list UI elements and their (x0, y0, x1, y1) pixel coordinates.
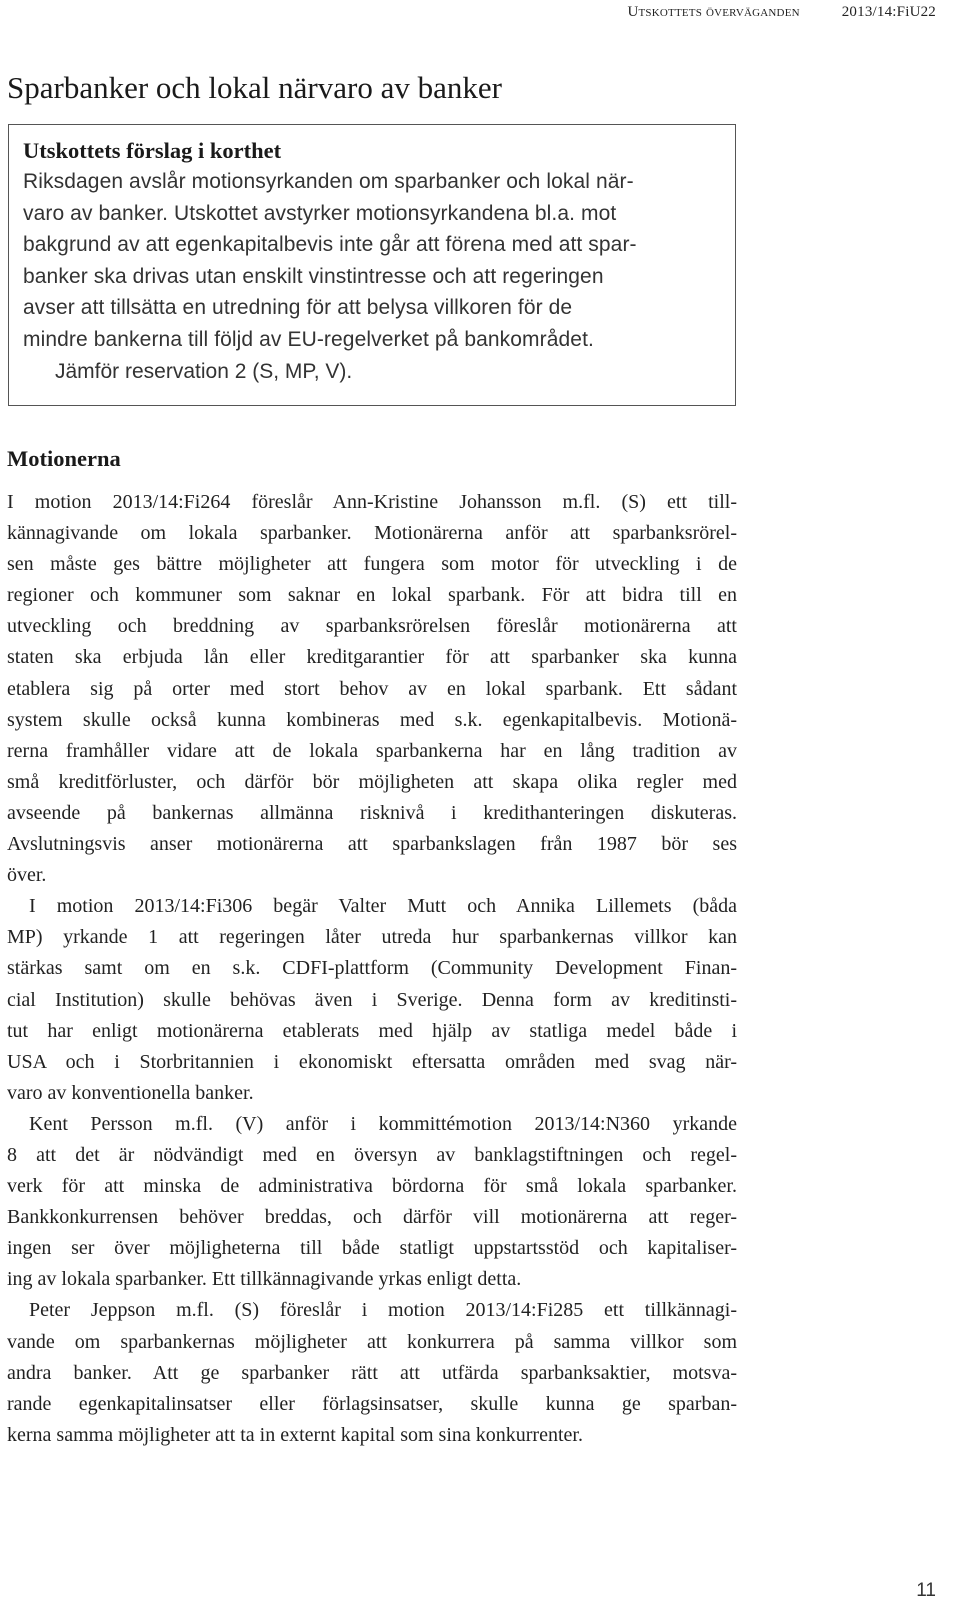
text-line: vande om sparbankernas möjligheter att konkurrera på samma villkor som (7, 1330, 737, 1353)
text-line: system skulle också kunna kombineras med s.k. egenkapitalbevis. Motionä- (7, 708, 737, 731)
text-line: cial Institution) skulle behövas även i Sverige. Denna form av kreditinsti- (7, 988, 737, 1011)
text-line: kännagivande om lokala sparbanker. Motionärerna anför att sparbanksrörel- (7, 522, 737, 545)
text-line: sen måste ges bättre möjligheter att fungera som motor för utveckling i de (7, 553, 737, 576)
running-header (627, 4, 936, 21)
summary-line: mindre bankerna till följd av EU-regelverket på bankområdet. (23, 327, 594, 351)
paragraph-n360 (7, 1109, 737, 1296)
text-line: stärkas samt om en s.k. CDFI-plattform (Community Development Finan- (7, 957, 737, 980)
text-line: MP) yrkande 1 att regeringen låter utreda hur sparbankernas villkor kan (7, 926, 737, 949)
text-line: över. (7, 864, 47, 887)
text-line: Avslutningsvis anser motionärerna att sparbankslagen från 1987 bör ses (7, 833, 737, 856)
summary-line: bakgrund av att egenkapitalbevis inte går att förena med att spar- (23, 233, 637, 257)
text-line: ingen ser över möjligheterna till både statligt uppstartsstöd och kapitaliser- (7, 1237, 737, 1260)
text-line: Kent Persson m.fl. (V) anför i kommittémotion 2013/14:N360 yrkande (29, 1112, 737, 1135)
text-line: Peter Jeppson m.fl. (S) föreslår i motion 2013/14:Fi285 ett tillkännagi- (29, 1299, 737, 1322)
paragraph-fi264 (7, 487, 737, 891)
summary-text (23, 166, 721, 356)
paragraph-fi306 (7, 891, 737, 1109)
text-line: avseende på bankernas allmänna risknivå i kredithanteringen diskuteras. (7, 801, 737, 824)
text-line: kerna samma möjligheter att ta in externt kapital som sina konkurrenter. (7, 1423, 583, 1446)
summary-line: varo av banker. Utskottet avstyrker motionsyrkandena bl.a. mot (23, 201, 617, 225)
text-line: varo av konventionella banker. (7, 1081, 254, 1104)
text-line: verk för att minska de administrativa bördorna för små lokala sparbanker. (7, 1175, 737, 1198)
summary-box (8, 124, 736, 406)
running-title: Utskottets överväganden (627, 4, 800, 20)
text-line: regioner och kommuner som saknar en lokal sparbank. För att bidra till en (7, 584, 737, 607)
paragraph-fi285 (7, 1295, 737, 1450)
page-number: 11 (916, 1580, 936, 1601)
text-line: I motion 2013/14:Fi306 begär Valter Mutt och Annika Lillemets (båda (29, 895, 737, 918)
text-line: tut har enligt motionärerna etablerats med hjälp av statliga medel både i (7, 1019, 737, 1042)
text-line: rerna framhåller vidare att de lokala sparbankerna har en lång tradition av (7, 739, 737, 762)
summary-heading: Utskottets förslag i korthet (23, 138, 282, 163)
text-line: USA och i Storbritannien i ekonomiskt eftersatta områden med svag när- (7, 1050, 737, 1073)
text-line: staten ska erbjuda lån eller kreditgarantier för att sparbanker ska kunna (7, 646, 737, 669)
text-line: andra banker. Att ge sparbanker rätt att utfärda sparbanksaktier, motsva- (7, 1361, 737, 1384)
text-line: I motion 2013/14:Fi264 föreslår Ann-Kristine Johansson m.fl. (S) ett till- (7, 491, 737, 513)
text-line: Bankkonkurrensen behöver breddas, och därför vill motionärerna att reger- (7, 1206, 737, 1229)
summary-line: banker ska drivas utan enskilt vinstintresse och att regeringen (23, 264, 604, 288)
text-line: 8 att det är nödvändigt med en översyn av banklagstiftningen och regel- (7, 1143, 737, 1166)
text-line: ing av lokala sparbanker. Ett tillkännagivande yrkas enligt detta. (7, 1268, 522, 1291)
document-id: 2013/14:FiU22 (841, 4, 936, 20)
summary-line: Riksdagen avslår motionsyrkanden om sparbanker och lokal när- (23, 170, 634, 193)
text-line: rande egenkapitalinsatser eller förlagsinsatser, skulle kunna ge sparban- (7, 1392, 737, 1415)
body-text (7, 487, 737, 1451)
text-line: små kreditförluster, och därför bör möjligheten att skapa olika regler med (7, 770, 737, 793)
section-title: Sparbanker och lokal närvaro av banker (7, 70, 502, 105)
subheading-motionerna: Motionerna (7, 446, 121, 471)
summary-line: avser att tillsätta en utredning för att belysa villkoren för de (23, 296, 573, 320)
reservation-reference: Jämför reservation 2 (S, MP, V). (55, 359, 353, 383)
text-line: etablera sig på orter med stort behov av en lokal sparbank. Ett sådant (7, 677, 737, 700)
text-line: utveckling och breddning av sparbanksrörelsen föreslår motionärerna att (7, 615, 737, 638)
